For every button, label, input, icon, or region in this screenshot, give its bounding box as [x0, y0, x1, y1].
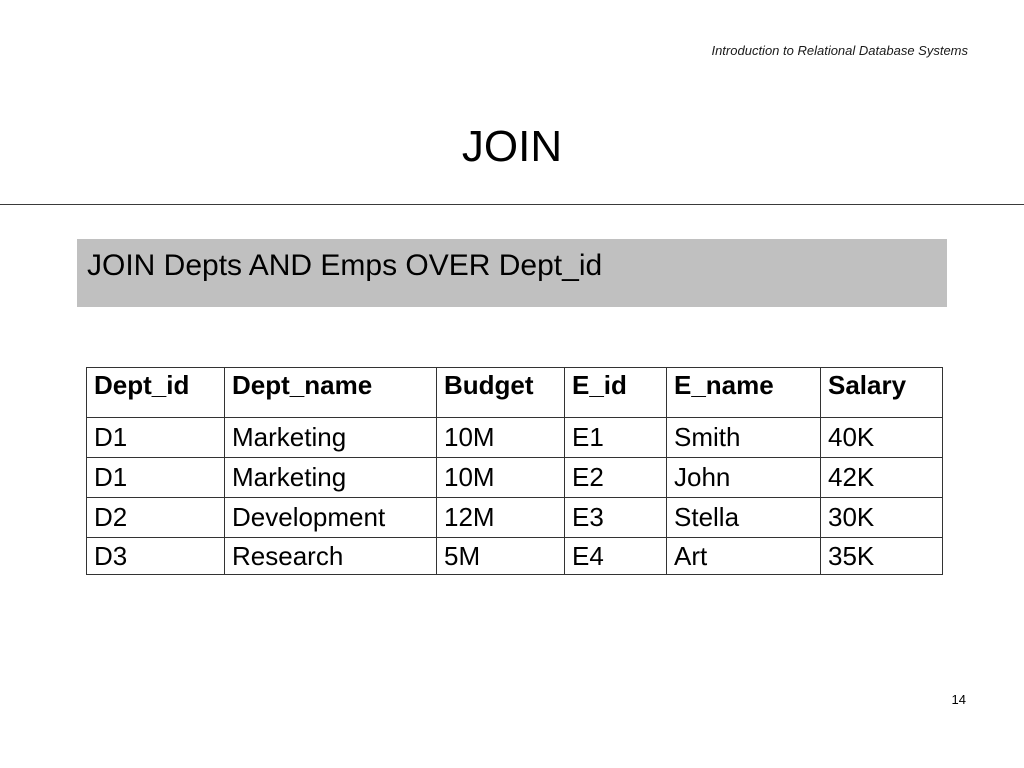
table-row — [87, 418, 943, 458]
table-cell-dept-name: Research — [225, 538, 437, 575]
table-cell-budget: 10M — [437, 458, 565, 498]
table-cell-dept-name: Development — [225, 498, 437, 538]
column-header-budget: Budget — [437, 368, 565, 418]
table-cell-e-id: E2 — [565, 458, 667, 498]
table-cell-budget: 10M — [437, 418, 565, 458]
column-header-e-id: E_id — [565, 368, 667, 418]
table-cell-salary: 40K — [821, 418, 943, 458]
table-row — [87, 458, 943, 498]
table-cell-e-name: Art — [667, 538, 821, 575]
table-cell-e-name: John — [667, 458, 821, 498]
header-caption: Introduction to Relational Database Systems — [711, 43, 968, 58]
table-cell-e-name: Smith — [667, 418, 821, 458]
table-cell-dept-name: Marketing — [225, 458, 437, 498]
table-cell-e-id: E3 — [565, 498, 667, 538]
slide-title: JOIN — [461, 122, 563, 171]
column-header-salary: Salary — [821, 368, 943, 418]
column-header-dept-name: Dept_name — [225, 368, 437, 418]
table-header-row — [87, 368, 943, 418]
column-header-e-name: E_name — [667, 368, 821, 418]
table-row — [87, 498, 943, 538]
table-cell-salary: 30K — [821, 498, 943, 538]
table-cell-dept-id: D3 — [87, 538, 225, 575]
table-cell-dept-name: Marketing — [225, 418, 437, 458]
title-divider — [0, 204, 1024, 205]
page-number: 14 — [951, 692, 966, 707]
table-cell-e-id: E1 — [565, 418, 667, 458]
table-cell-dept-id: D2 — [87, 498, 225, 538]
table-cell-dept-id: D1 — [87, 458, 225, 498]
table-cell-salary: 42K — [821, 458, 943, 498]
column-header-dept-id: Dept_id — [87, 368, 225, 418]
table-cell-e-name: Stella — [667, 498, 821, 538]
query-statement: JOIN Depts AND Emps OVER Dept_id — [77, 239, 947, 307]
table-cell-e-id: E4 — [565, 538, 667, 575]
table-cell-dept-id: D1 — [87, 418, 225, 458]
join-result-table — [86, 367, 943, 575]
table-row — [87, 538, 943, 575]
table-cell-salary: 35K — [821, 538, 943, 575]
table-cell-budget: 12M — [437, 498, 565, 538]
table-cell-budget: 5M — [437, 538, 565, 575]
